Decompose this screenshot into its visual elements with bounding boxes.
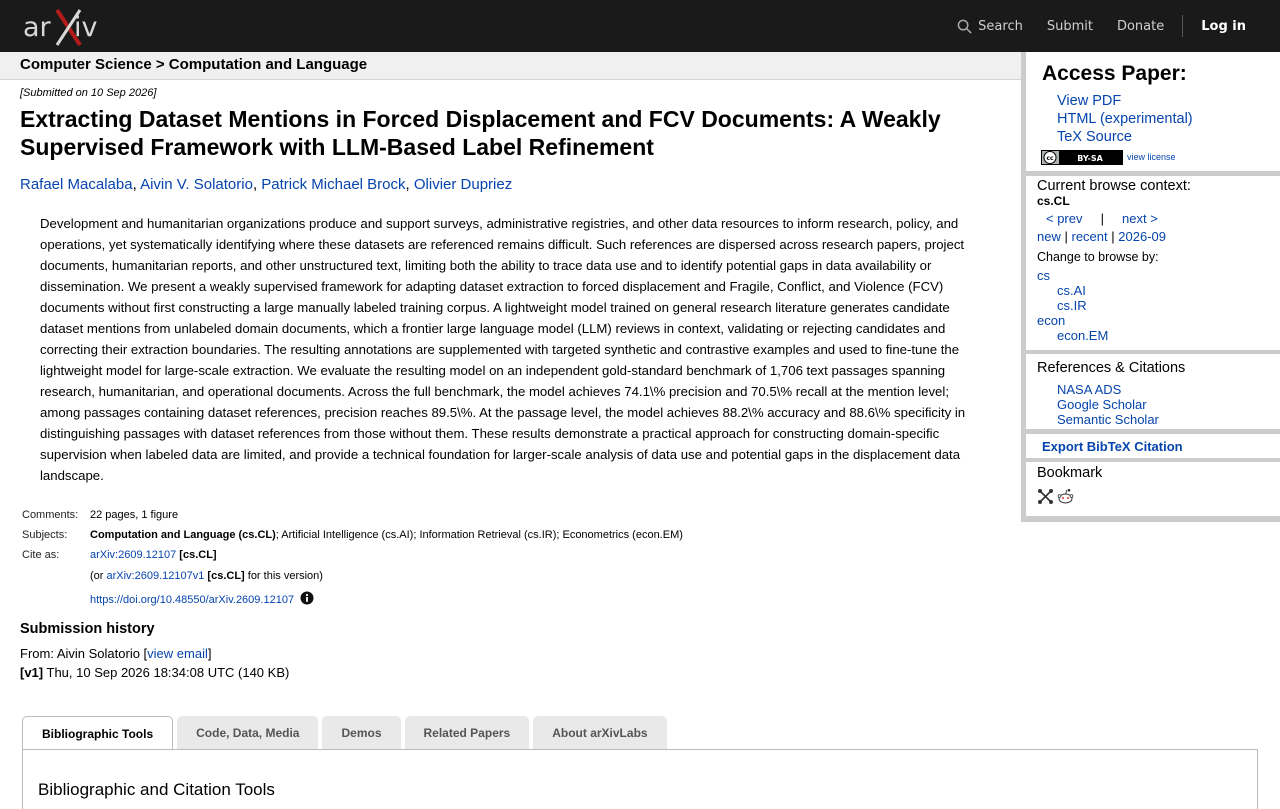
search-link[interactable] xyxy=(957,19,1023,34)
author-link[interactable]: Rafael Macalaba xyxy=(20,176,133,193)
tex-source-link[interactable]: TeX Source xyxy=(1057,129,1132,145)
cite-category: [cs.CL] xyxy=(179,549,217,561)
login-link[interactable]: Log in xyxy=(1201,18,1246,34)
tab-about-arxivlabs[interactable]: About arXivLabs xyxy=(533,716,666,749)
tab-panel-heading: Bibliographic and Citation Tools xyxy=(38,780,275,799)
other-subjects: ; Artificial Intelligence (cs.AI); Information Retrieval (cs.IR); Econometrics (econ.EM) xyxy=(275,529,683,541)
access-heading: Access Paper: xyxy=(1042,62,1187,85)
export-box xyxy=(1026,434,1280,458)
bookmark-box xyxy=(1026,462,1280,516)
doi-link[interactable]: https://doi.org/10.48550/arXiv.2609.12107 xyxy=(90,594,295,606)
subjects-label: Subjects: xyxy=(22,529,68,541)
paper-title: Extracting Dataset Mentions in Forced Displacement and FCV Documents: A Weakly Supervised Framework with LLM-Based Label Refinement xyxy=(20,106,941,160)
svg-text:cc: cc xyxy=(1046,155,1054,162)
browse-cs-ai[interactable]: cs.AI xyxy=(1057,283,1086,298)
submitter-line xyxy=(20,646,211,661)
submit-link[interactable]: Submit xyxy=(1046,18,1093,34)
nasa-ads-link[interactable]: NASA ADS xyxy=(1057,382,1122,397)
semantic-scholar-link[interactable]: Semantic Scholar xyxy=(1057,412,1159,427)
references-heading: References & Citations xyxy=(1037,360,1186,376)
nav-divider xyxy=(1182,15,1183,37)
tab-related-papers[interactable]: Related Papers xyxy=(405,716,530,749)
search-icon xyxy=(957,19,972,34)
primary-subject: Computation and Language (cs.CL) xyxy=(90,529,276,541)
reddit-icon[interactable] xyxy=(1057,488,1074,505)
recent-link[interactable]: recent xyxy=(1071,229,1108,244)
references-box xyxy=(1026,354,1280,429)
version-date: Thu, 10 Sep 2026 18:34:08 UTC (140 KB) xyxy=(43,665,290,680)
author-link[interactable]: Aivin V. Solatorio xyxy=(140,176,253,193)
sidebar xyxy=(1021,52,1280,522)
breadcrumb[interactable]: Computer Science > Computation and Language xyxy=(20,56,368,73)
month-link[interactable]: 2026-09 xyxy=(1118,229,1166,244)
submitter-close: ] xyxy=(207,646,212,661)
author-link[interactable]: Patrick Michael Brock xyxy=(261,176,406,193)
google-scholar-link[interactable]: Google Scholar xyxy=(1057,397,1147,412)
arxiv-version-link[interactable]: arXiv:2609.12107v1 xyxy=(106,570,205,582)
html-link[interactable]: HTML (experimental) xyxy=(1057,111,1193,127)
donate-link[interactable]: Donate xyxy=(1116,18,1165,34)
new-link[interactable]: new xyxy=(1037,229,1061,244)
cc-license-badge[interactable] xyxy=(1041,150,1123,165)
submission-history-heading: Submission history xyxy=(20,621,155,637)
change-browse-label: Change to browse by: xyxy=(1037,250,1159,264)
author-list: Rafael Macalaba, Aivin V. Solatorio, Patrick Michael Brock, Olivier Dupriez xyxy=(20,176,513,193)
version-label: [v1] xyxy=(20,665,44,680)
subjects-value xyxy=(88,529,685,549)
browse-context-box xyxy=(1026,176,1280,350)
cite-version-prefix: (or xyxy=(90,570,107,582)
tab-panel xyxy=(22,749,1258,809)
info-icon[interactable] xyxy=(300,591,314,605)
metadata-table xyxy=(20,509,685,623)
separator: | xyxy=(1064,229,1068,244)
comments-value: 22 pages, 1 figure xyxy=(90,509,179,521)
arxiv-id-link[interactable]: arXiv:2609.12107 xyxy=(90,549,177,561)
context-heading: Current browse context: xyxy=(1037,178,1191,194)
prev-next-separator: | xyxy=(1100,211,1104,226)
version-line xyxy=(20,665,289,680)
next-link[interactable]: next > xyxy=(1122,211,1158,226)
access-paper-box xyxy=(1026,52,1280,171)
tab-code-data-media[interactable]: Code, Data, Media xyxy=(177,716,318,749)
svg-text:ar: ar xyxy=(23,12,51,43)
browse-cs-ir[interactable]: cs.IR xyxy=(1057,298,1087,313)
browse-econ-em[interactable]: econ.EM xyxy=(1057,328,1109,343)
submitter-text: From: Aivin Solatorio [ xyxy=(20,646,148,661)
arxiv-logo[interactable] xyxy=(22,6,114,48)
search-label: Search xyxy=(978,18,1023,34)
context-category: cs.CL xyxy=(1037,194,1070,208)
author-link[interactable]: Olivier Dupriez xyxy=(413,176,513,193)
bibsonomy-icon[interactable] xyxy=(1037,488,1054,505)
abstract: Development and humanitarian organizations produce and support surveys, administrative registries, and other data resources to inform research, policy, and operations, yet systematically identifying where these datasets are referenced remains difficult. Such references are dispersed across research papers, project documents, humanitarian reports, and other unstructured text, limiting both the ability to trace data use and to identify potential gaps in data availability or dissemination. We present a weakly supervised framework for adapting dataset extraction to forced displacement and Fragile, Conflict, and Violence (FCV) documents without first constructing a large manually labeled training corpus. A lightweight model trained on general research literature generates candidate dataset mentions from unlabeled domain documents, which a frontier large language model (LLM) reviews in context, validating or rejecting candidates and correcting their extraction boundaries. The resulting annotations are supplemented with targeted synthetic and contrastive examples and used to fine-tune the lightweight model for large-scale extraction. We evaluate the resulting model on an independent gold-standard benchmark of 1,706 text passages spanning research, humanitarian, and operational documents. Across the full benchmark, the model achieves 74.1\% precision and 70.5\% recall at the mention level; among passages containing dataset references, precision reaches 89.5\%. At the passage level, the model achieves 88.2\% accuracy and 88.6\% specificity in distinguishing passages with dataset references from those without them. These results demonstrate a practical approach for constructing domain-specific supervision when labeled data are limited, and provide a technical foundation for larger-scale analysis of data use and potential gaps in the displacement data landscape. xyxy=(40,216,966,483)
comments-label: Comments: xyxy=(22,509,79,521)
tool-tabs xyxy=(22,716,671,750)
license-badge-text: BY-SA xyxy=(1077,154,1103,163)
svg-text:iv: iv xyxy=(74,12,98,43)
view-license-link[interactable]: view license xyxy=(1127,152,1176,162)
browse-cs[interactable]: cs xyxy=(1037,268,1050,283)
cite-version-suffix: for this version) xyxy=(244,570,323,582)
cite-version-category: [cs.CL] xyxy=(207,570,245,582)
browse-econ[interactable]: econ xyxy=(1037,313,1066,328)
bookmark-heading: Bookmark xyxy=(1037,465,1103,481)
submission-date: [Submitted on 10 Sep 2026] xyxy=(20,87,157,99)
top-header xyxy=(0,0,1280,52)
tab-demos[interactable]: Demos xyxy=(322,716,400,749)
prev-link[interactable]: < prev xyxy=(1046,211,1083,226)
view-email-link[interactable]: view email xyxy=(147,646,208,661)
export-bibtex-link[interactable]: Export BibTeX Citation xyxy=(1042,439,1183,454)
view-pdf-link[interactable]: View PDF xyxy=(1057,93,1122,109)
breadcrumb-bar xyxy=(0,52,1021,80)
tab-bibliographic-tools[interactable]: Bibliographic Tools xyxy=(22,716,173,750)
cite-value xyxy=(88,549,685,623)
cite-label: Cite as: xyxy=(22,549,60,561)
separator: | xyxy=(1111,229,1115,244)
